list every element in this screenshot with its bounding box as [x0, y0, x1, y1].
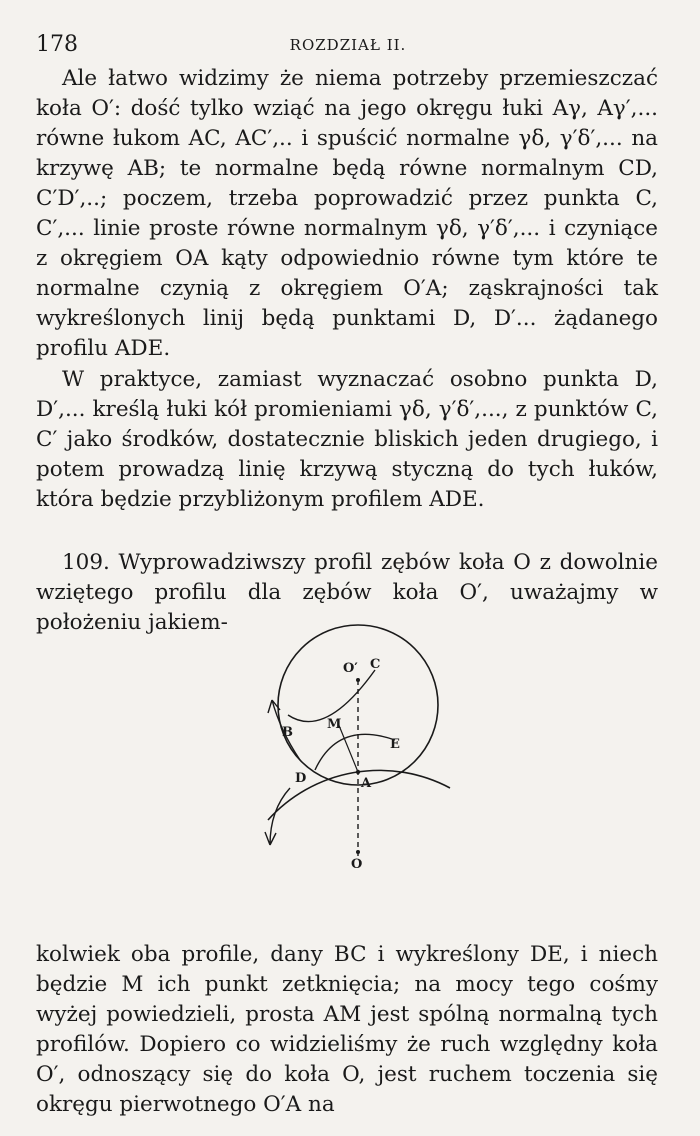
paragraph-text: 109. Wyprowadziwszy profil zębów koła O z dowolnie wziętego profilu dla zębów koła O′, uważajmy w położeniu jakiem- [36, 550, 658, 635]
paragraph-2 [36, 365, 658, 515]
label-d: D [295, 771, 307, 786]
page-header [36, 28, 660, 58]
label-m: M [327, 717, 342, 732]
paragraph-4 [36, 940, 658, 1120]
paragraph-text: kolwiek oba profile, dany BC i wykreślony DE, i niech będzie M ich punkt zetknięcia; na mocy tego cośmy wyżej powiedzieli, prosta AM jest spólną normalną tych profilów. Dopiero co widzieliśmy że ruch względny koła O′, odnoszący się do koła O, jest ruchem toczenia się okręgu pierwotnego O′A na [36, 942, 658, 1117]
gear-profile-figure [230, 620, 460, 870]
label-c: C [370, 657, 381, 672]
label-b: B [282, 725, 293, 740]
label-a: A [361, 776, 372, 791]
running-head: ROZDZIAŁ II. [289, 36, 407, 54]
paragraph-1 [36, 64, 658, 364]
point-o-prime [356, 678, 360, 682]
profile-bc [288, 670, 375, 722]
paragraph-text: Ale łatwo widzimy że niema potrzeby przemieszczać koła O′: dość tylko wziąć na jego okręgu łuki Aγ, Aγ′,... równe łukom AC, AC′,.. i spuścić normalne γδ, γ′δ′,... na krzywę AB; te normalne będą równe normalnym CD, C′D′,..; poczem, trzeba poprowadzić przez punkta C, C′,... linie proste równe normalnym γδ, γ′δ′,... i czyniące z okręgiem OA kąty odpowiednio równe tym które te normalne czynią z okręgiem O′A; ząskrajności tak wykreślonych linij będą punktami D, D′... żądanego profilu ADE. [36, 66, 658, 361]
label-o-prime: O′ [343, 661, 358, 676]
page-number: 178 [36, 32, 78, 57]
label-e: E [390, 737, 400, 752]
point-o [356, 850, 360, 854]
paragraph-text: W praktyce, zamiast wyznaczać osobno punkta D, D′,... kreślą łuki kół promieniami γδ, γ′δ′,..., z punktów C, C′ jako środków, dostatecznie bliskich jeden drugiego, i potem prowadzą linię krzywą styczną do tych łuków, która będzie przybliżonym profilem ADE. [36, 367, 658, 512]
point-a [356, 770, 360, 774]
arrow-lower-icon [265, 788, 290, 845]
label-o: O [351, 857, 363, 870]
